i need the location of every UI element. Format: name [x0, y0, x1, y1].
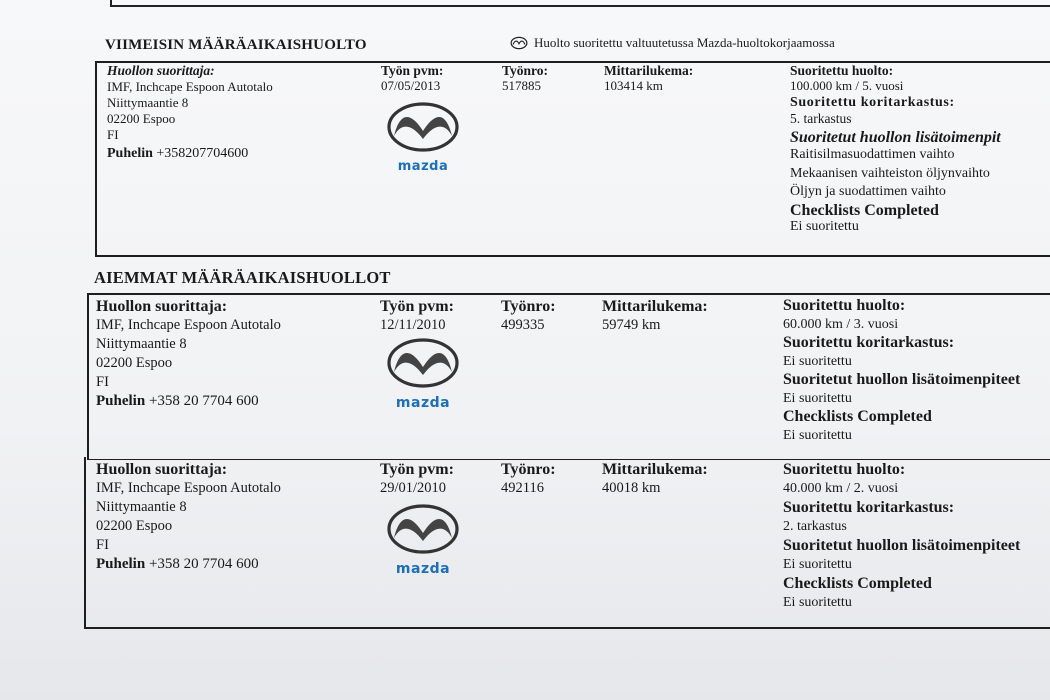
extra-work-label: Suoritetut huollon lisätoimenpiteet [783, 537, 1021, 554]
body-check-value: 5. tarkastus [790, 111, 852, 126]
odometer-column [604, 63, 693, 93]
checklists-label: Checklists Completed [790, 201, 939, 219]
service-record-earlier-1 [87, 293, 1050, 460]
mazda-logo [385, 101, 461, 174]
service-done-label: Suoritettu huolto: [783, 461, 906, 478]
job-number-label: Työnro: [501, 298, 556, 315]
date-label: Työn pvm: [380, 298, 454, 315]
service-details-column [783, 460, 1020, 612]
work-date: 12/11/2010 [380, 317, 446, 333]
odometer-value: 59749 km [602, 317, 661, 333]
service-record-latest [95, 61, 1050, 257]
performer-column [96, 460, 281, 574]
authorized-service-note [510, 35, 835, 51]
job-number: 492116 [501, 480, 544, 496]
mazda-emblem-icon [385, 503, 461, 555]
extra-work-item: Öljyn ja suodattimen vaihto [790, 184, 946, 199]
odometer-column [602, 460, 708, 498]
dealer-name: IMF, Inchcape Espoon Autotalo [96, 480, 281, 496]
dealer-phone-line [96, 392, 281, 411]
date-label: Työn pvm: [380, 461, 454, 478]
extra-work-label: Suoritetut huollon lisätoimenpit [790, 128, 1001, 146]
job-number-label: Työnro: [501, 461, 556, 478]
checklists-label: Checklists Completed [783, 575, 932, 592]
body-check-value: Ei suoritettu [783, 353, 852, 369]
work-date: 07/05/2013 [381, 78, 441, 93]
dealer-country: FI [107, 127, 119, 142]
work-date: 29/01/2010 [380, 480, 447, 496]
odometer-value: 40018 km [602, 480, 661, 496]
dealer-name: IMF, Inchcape Espoon Autotalo [107, 79, 273, 94]
service-done-value: 60.000 km / 3. vuosi [783, 316, 899, 332]
job-number: 517885 [502, 78, 541, 93]
checklists-value: Ei suoritettu [783, 595, 852, 610]
earlier-services-title: AIEMMAT MÄÄRÄAIKAISHUOLLOT [94, 268, 391, 287]
top-border [110, 0, 1050, 7]
odometer-label: Mittarilukema: [602, 298, 708, 315]
mazda-logo [385, 337, 461, 411]
service-done-value: 40.000 km / 2. vuosi [783, 481, 899, 496]
dealer-phone: +358207704600 [156, 146, 249, 161]
body-check-label: Suoritettu koritarkastus: [783, 499, 955, 516]
odometer-label: Mittarilukema: [604, 63, 694, 78]
service-done-label: Suoritettu huolto: [790, 63, 894, 78]
mazda-wordmark: mazda [395, 395, 451, 411]
dealer-street: Niittymaantie 8 [107, 95, 189, 110]
dealer-postal: 02200 Espoo [96, 518, 173, 534]
extra-work-label: Suoritetut huollon lisätoimenpiteet [783, 371, 1021, 388]
mazda-wordmark: mazda [397, 159, 449, 174]
authorized-service-note-text: Huolto suoritettu valtuutetussa Mazda-huoltokorjaamossa [534, 35, 835, 50]
dealer-country: FI [96, 537, 109, 553]
extra-work-item: Ei suoritettu [783, 557, 852, 572]
performer-label: Huollon suorittaja: [107, 63, 215, 78]
performer-column [107, 63, 273, 162]
phone-label: Puhelin [107, 146, 153, 161]
extra-work-item: Ei suoritettu [783, 390, 852, 406]
performer-column [96, 297, 281, 411]
odometer-label: Mittarilukema: [602, 461, 708, 478]
dealer-postal: 02200 Espoo [107, 111, 176, 126]
extra-work-item: Mekaanisen vaihteiston öljynvaihto [790, 165, 990, 181]
extra-work-item: Raitisilmasuodattimen vaihto [790, 147, 955, 162]
date-label: Työn pvm: [381, 63, 444, 78]
checklists-value: Ei suoritettu [790, 219, 859, 234]
job-number: 499335 [501, 317, 545, 333]
phone-label: Puhelin [96, 393, 146, 409]
service-done-value: 100.000 km / 5. vuosi [790, 77, 904, 93]
job-number-label: Työnro: [502, 63, 549, 78]
odometer-column [602, 297, 708, 335]
service-details-column [783, 297, 1020, 445]
mazda-wordmark: mazda [395, 561, 451, 577]
dealer-phone: +358 20 7704 600 [148, 556, 259, 572]
body-check-label: Suoritettu koritarkastus: [783, 334, 955, 351]
job-number-column [501, 297, 556, 335]
dealer-phone: +358 20 7704 600 [148, 393, 259, 409]
date-column [381, 63, 443, 93]
mazda-logo [385, 503, 461, 577]
dealer-name: IMF, Inchcape Espoon Autotalo [96, 317, 281, 333]
job-number-column [502, 63, 548, 93]
dealer-country: FI [96, 374, 109, 390]
service-done-label: Suoritettu huolto: [783, 297, 906, 314]
date-column [380, 297, 454, 335]
checklists-value: Ei suoritettu [783, 427, 852, 443]
latest-service-title: VIIMEISIN MÄÄRÄAIKAISHUOLTO [105, 37, 367, 53]
dealer-phone-line [96, 555, 281, 574]
mazda-emblem-icon [385, 101, 461, 153]
service-details-column [790, 63, 1001, 236]
body-check-value: 2. tarkastus [783, 519, 847, 534]
performer-label: Huollon suorittaja: [96, 461, 228, 478]
checklists-label: Checklists Completed [783, 408, 932, 425]
date-column [380, 460, 454, 498]
phone-label: Puhelin [96, 556, 146, 572]
odometer-value: 103414 km [604, 78, 663, 93]
mazda-emblem-icon [385, 337, 461, 389]
mazda-logo-icon [510, 36, 528, 50]
dealer-street: Niittymaantie 8 [96, 336, 187, 352]
job-number-column [501, 460, 556, 498]
body-check-label: Suoritettu koritarkastus: [790, 94, 955, 110]
performer-label: Huollon suorittaja: [96, 298, 228, 315]
dealer-street: Niittymaantie 8 [96, 499, 187, 515]
dealer-postal: 02200 Espoo [96, 355, 173, 371]
dealer-phone-line [107, 146, 273, 162]
service-record-earlier-2 [84, 457, 1050, 629]
